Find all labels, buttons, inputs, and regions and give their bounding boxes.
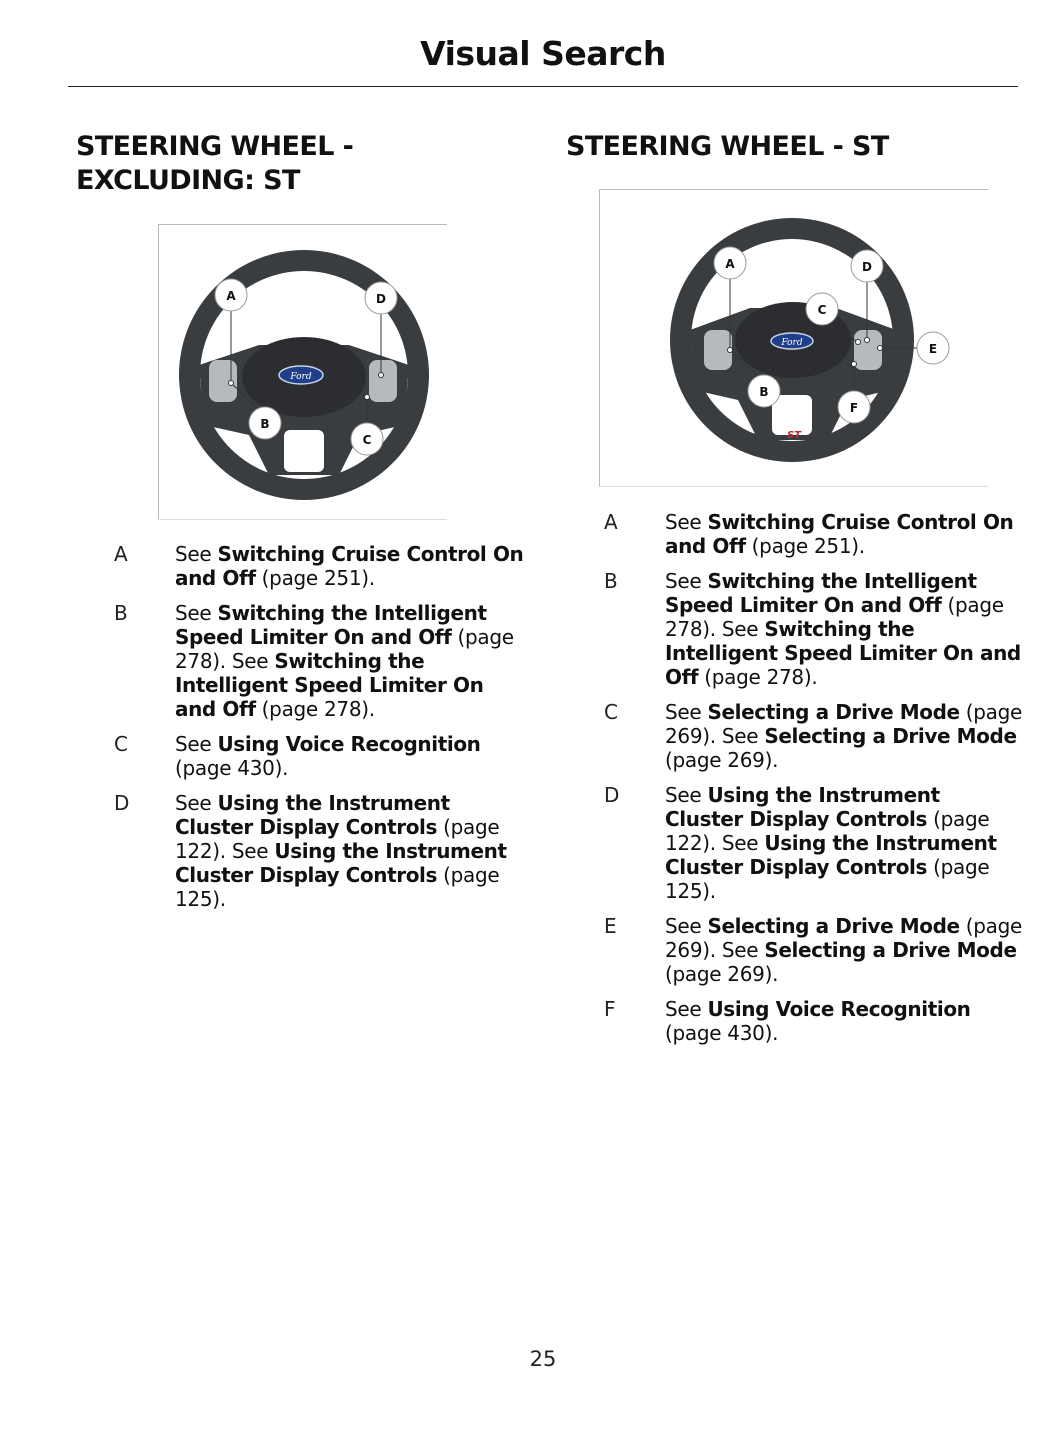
legend-text: (page 278). See (665, 593, 1004, 641)
legend-item-a (604, 510, 1024, 558)
legend-item-c (114, 732, 524, 780)
legend-text: See (665, 783, 708, 807)
svg-text:F: F (849, 401, 859, 415)
cross-reference-link[interactable]: Using Voice Recognition (707, 997, 971, 1021)
callout-b (249, 407, 281, 439)
legend-text: See (665, 569, 708, 593)
legend-letter: C (114, 732, 128, 756)
legend-text: See (175, 732, 218, 756)
legend-item-f (604, 997, 1024, 1045)
legend-text: (page 278). (698, 665, 818, 689)
callout-legend-right (604, 510, 1024, 1056)
legend-letter: D (604, 783, 620, 807)
legend-text: (page 125). (175, 863, 500, 911)
cross-reference-link[interactable]: Using the Instrument Cluster Display Controls (665, 831, 997, 879)
steering-wheel-st-illustration (600, 190, 988, 486)
legend-text: See (175, 791, 218, 815)
legend-letter: F (604, 997, 616, 1021)
legend-item-d (114, 791, 524, 911)
legend-description (665, 510, 1024, 558)
legend-item-d (604, 783, 1024, 903)
cross-reference-link[interactable]: Switching Cruise Control On and Off (175, 542, 524, 590)
callout-point-d (865, 338, 870, 343)
legend-description (175, 791, 524, 911)
callout-f (838, 391, 870, 423)
svg-text:D: D (376, 292, 386, 306)
steering-wheel-st-figure (599, 189, 988, 487)
svg-text:C: C (817, 303, 827, 317)
legend-item-b (604, 569, 1024, 689)
ford-badge-text: Ford (781, 338, 803, 348)
callout-c (351, 423, 383, 455)
section-steering-wheel-excluding-st (76, 130, 526, 911)
legend-text: (page 125). (665, 855, 990, 903)
st-badge: ST (786, 430, 802, 441)
legend-item-c (604, 700, 1024, 772)
svg-text:B: B (260, 417, 270, 431)
legend-item-e (604, 914, 1024, 986)
svg-text:B: B (759, 385, 769, 399)
legend-letter: D (114, 791, 130, 815)
callout-point-a (229, 381, 234, 386)
cross-reference-link[interactable]: Using the Instrument Cluster Display Controls (665, 783, 940, 831)
legend-text: See (665, 510, 708, 534)
steering-wheel-illustration (159, 225, 447, 519)
svg-text:A: A (226, 289, 236, 303)
section-title-line: STEERING WHEEL - ST (566, 131, 889, 162)
callout-d (851, 250, 883, 282)
legend-description (665, 700, 1024, 772)
callout-point-c (365, 395, 370, 400)
legend-letter: C (604, 700, 618, 724)
section-title-line: STEERING WHEEL - (76, 131, 354, 162)
callout-point-d (379, 373, 384, 378)
legend-text: (page 269). (665, 748, 779, 772)
cross-reference-link[interactable]: Switching Cruise Control On and Off (665, 510, 1014, 558)
legend-description (175, 601, 524, 721)
callout-b (748, 375, 780, 407)
legend-letter: B (114, 601, 128, 625)
section-title-left (76, 130, 526, 198)
legend-description (665, 997, 1024, 1045)
legend-text: See (175, 542, 218, 566)
legend-text: See (665, 700, 708, 724)
callout-legend-left (114, 542, 524, 922)
legend-description (665, 914, 1024, 986)
section-steering-wheel-st (566, 130, 1026, 1045)
legend-text: (page 278). See (175, 625, 514, 673)
legend-text: (page 122). See (175, 815, 500, 863)
legend-letter: A (114, 542, 128, 566)
legend-text: See (665, 997, 708, 1021)
legend-item-b (114, 601, 524, 721)
callout-point-c (856, 340, 861, 345)
section-title-right (566, 130, 1026, 164)
legend-text: (page 430). (175, 756, 289, 780)
callout-c (806, 293, 838, 325)
cross-reference-link[interactable]: Switching the Intelligent Speed Limiter On and Off (175, 649, 484, 721)
right-switch-cluster (369, 360, 397, 402)
svg-text:D: D (862, 260, 872, 274)
legend-text: (page 122). See (665, 807, 990, 855)
spoke-gap (772, 395, 812, 435)
steering-wheel-figure (158, 224, 447, 520)
cross-reference-link[interactable]: Selecting a Drive Mode (707, 914, 960, 938)
page-number: 25 (529, 1347, 557, 1371)
callout-point-e (878, 346, 883, 351)
legend-text: (page 430). (665, 1021, 779, 1045)
ford-badge-text: Ford (290, 372, 312, 382)
legend-item-a (114, 542, 524, 590)
legend-letter: A (604, 510, 618, 534)
callout-point-f (852, 362, 857, 367)
section-title-line: EXCLUDING: ST (76, 165, 300, 196)
legend-text: See (175, 601, 218, 625)
cross-reference-link[interactable]: Selecting a Drive Mode (764, 724, 1017, 748)
cross-reference-link[interactable]: Switching the Intelligent Speed Limiter On and Off (175, 601, 487, 649)
legend-text: (page 269). See (665, 914, 1023, 962)
legend-letter: E (604, 914, 617, 938)
cross-reference-link[interactable]: Using the Instrument Cluster Display Controls (175, 791, 450, 839)
callout-a (714, 247, 746, 279)
callout-point-a (728, 348, 733, 353)
legend-text: (page 269). See (665, 700, 1023, 748)
callout-a (215, 279, 247, 311)
svg-text:C: C (362, 433, 372, 447)
svg-text:E: E (928, 342, 938, 356)
legend-description (665, 783, 1024, 903)
legend-description (665, 569, 1024, 689)
spoke-gap (284, 430, 324, 472)
cross-reference-link[interactable]: Selecting a Drive Mode (764, 938, 1017, 962)
legend-text: (page 278). (255, 697, 375, 721)
callout-d (365, 282, 397, 314)
legend-description (175, 732, 524, 780)
legend-text: See (665, 914, 708, 938)
page-header (68, 28, 1018, 87)
legend-text: (page 269). (665, 962, 779, 986)
svg-text:A: A (725, 257, 735, 271)
callout-e (917, 332, 949, 364)
cross-reference-link[interactable]: Using the Instrument Cluster Display Controls (175, 839, 507, 887)
cross-reference-link[interactable]: Switching the Intelligent Speed Limiter On and Off (665, 569, 977, 617)
cross-reference-link[interactable]: Switching the Intelligent Speed Limiter On and Off (665, 617, 1021, 689)
legend-letter: B (604, 569, 618, 593)
cross-reference-link[interactable]: Using Voice Recognition (217, 732, 481, 756)
legend-text: (page 251). (255, 566, 375, 590)
page-title: Visual Search (420, 34, 666, 73)
legend-description (175, 542, 524, 590)
legend-text: (page 251). (745, 534, 865, 558)
cross-reference-link[interactable]: Selecting a Drive Mode (707, 700, 960, 724)
